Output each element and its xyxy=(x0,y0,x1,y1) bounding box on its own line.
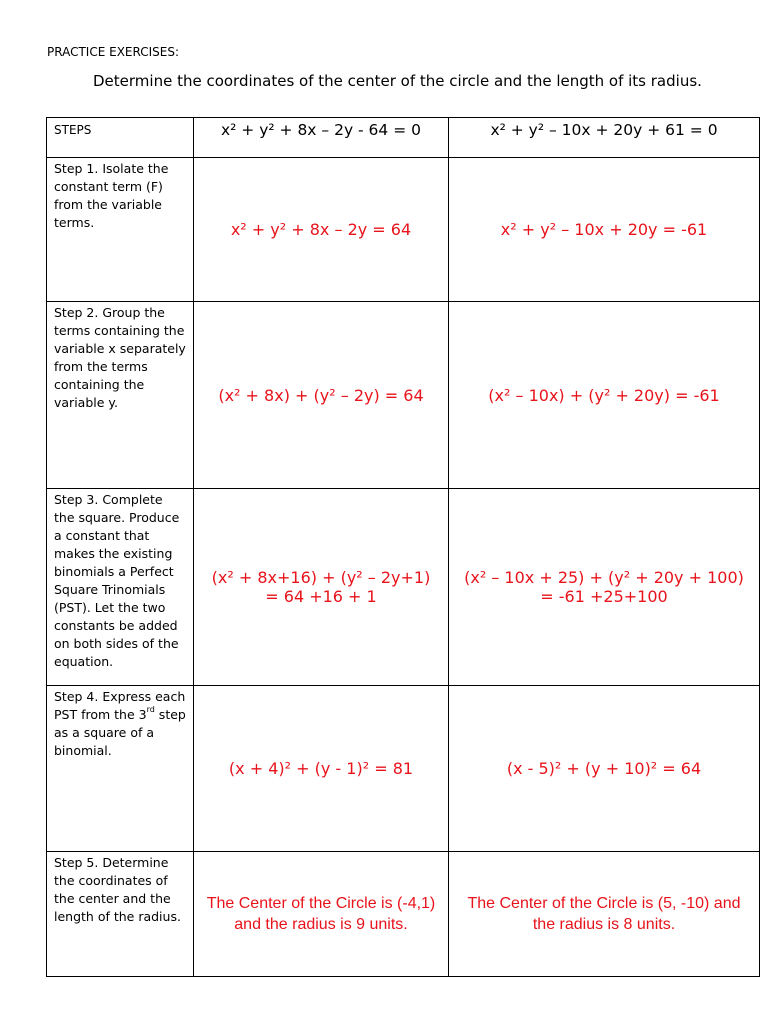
step-5-text: Step 5. Determine the coordinates of the center and the length of the radius. xyxy=(47,852,194,977)
table-row xyxy=(47,302,760,489)
step-1-answer-1: x² + y² + 8x – 2y = 64 xyxy=(194,158,449,302)
step-1-answer-2: x² + y² – 10x + 20y = -61 xyxy=(449,158,760,302)
step-4-text-pre: Step 4. Express each PST from the 3 xyxy=(54,689,186,722)
step-2-text: Step 2. Group the terms containing the variable x separately from the terms containing the variable y. xyxy=(47,302,194,489)
step-2-answer-2: (x² – 10x) + (y² + 20y) = -61 xyxy=(449,302,760,489)
table-row xyxy=(47,158,760,302)
page-heading: PRACTICE EXERCISES: xyxy=(47,45,180,59)
instructions xyxy=(47,72,707,90)
step-4-superscript: rd xyxy=(146,705,155,714)
steps-table xyxy=(46,117,760,977)
step-3-answer-2: (x² – 10x + 25) + (y² + 20y + 100) = -61 +25+100 xyxy=(449,489,760,686)
step-4-text-post: step as a square of a binomial. xyxy=(54,707,186,758)
step-5-answer-1: The Center of the Circle is (-4,1) and the radius is 9 units. xyxy=(194,852,449,977)
header-row xyxy=(47,118,760,158)
step-3-answer-1: (x² + 8x+16) + (y² – 2y+1) = 64 +16 + 1 xyxy=(194,489,449,686)
step-1-text: Step 1. Isolate the constant term (F) from the variable terms. xyxy=(47,158,194,302)
step-4-answer-1: (x + 4)² + (y - 1)² = 81 xyxy=(194,686,449,852)
header-equation-1: x² + y² + 8x – 2y - 64 = 0 xyxy=(194,118,449,158)
step-3-text: Step 3. Complete the square. Produce a constant that makes the existing binomials a Perfect Square Trinomials (PST). Let the two constants be added on both sides of the equation. xyxy=(47,489,194,686)
table-row xyxy=(47,489,760,686)
header-steps: STEPS xyxy=(47,118,194,158)
table-row xyxy=(47,686,760,852)
step-2-answer-1: (x² + 8x) + (y² – 2y) = 64 xyxy=(194,302,449,489)
step-4-answer-2: (x - 5)² + (y + 10)² = 64 xyxy=(449,686,760,852)
header-equation-2: x² + y² – 10x + 20y + 61 = 0 xyxy=(449,118,760,158)
table-row xyxy=(47,852,760,977)
step-5-answer-2: The Center of the Circle is (5, -10) and the radius is 8 units. xyxy=(449,852,760,977)
instructions-text: Determine the coordinates of the center of the circle and the length of its radius. xyxy=(93,72,702,90)
step-4-text xyxy=(47,686,194,852)
